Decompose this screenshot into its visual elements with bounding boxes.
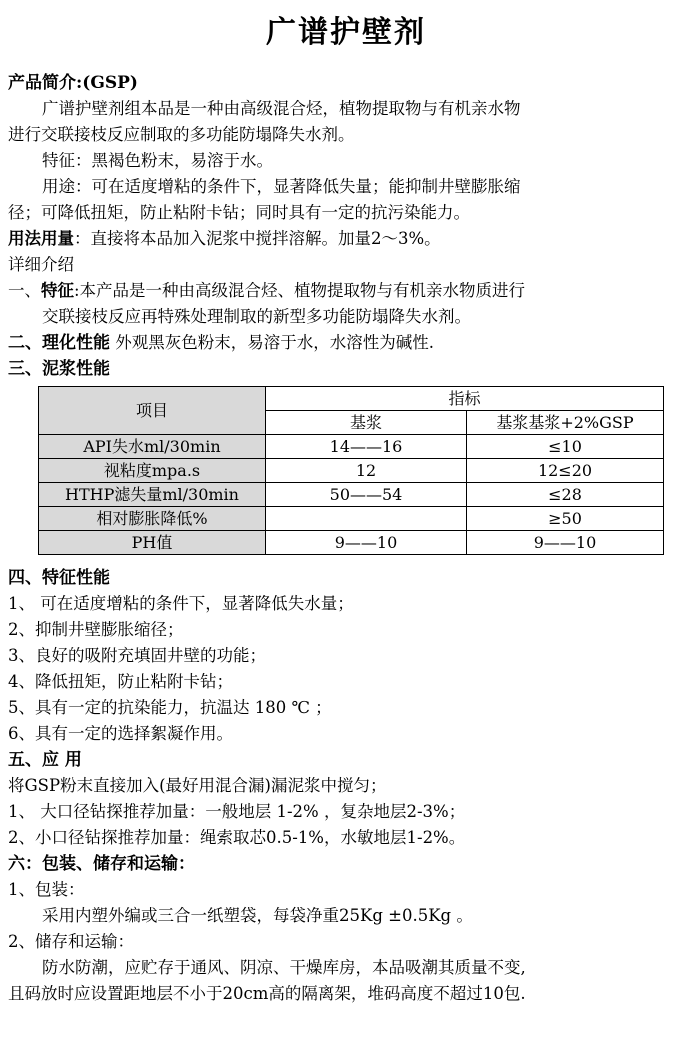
storage-text-line-2: 且码放时应设置距地层不小于20cm高的隔离架，堆码高度不超过10包. xyxy=(8,984,526,1003)
section-1-number: 一、 xyxy=(8,281,41,300)
application-line-2: 1、 大口径钻探推荐加量：一般地层 1-2% ，复杂地层2-3%； xyxy=(8,802,466,821)
dosage-text: ：直接将本品加入泥浆中搅拌溶解。加量2～3%。 xyxy=(74,229,441,248)
header-item: 项目 xyxy=(39,387,266,435)
table-row xyxy=(39,531,664,555)
intro-heading: 产品简介:(GSP) xyxy=(8,73,138,93)
row-gsp: 9——10 xyxy=(467,531,664,555)
intro-dosage xyxy=(8,226,684,252)
list-item: 6、具有一定的选择絮凝作用。 xyxy=(8,724,233,743)
list-item: 4、降低扭矩，防止粘附卡钻； xyxy=(8,672,233,691)
row-item: HTHP滤失量ml/30min xyxy=(39,483,266,507)
row-gsp: ≤10 xyxy=(467,435,664,459)
intro-feature: 特征：黑褐色粉末，易溶于水。 xyxy=(42,151,273,170)
list-item: 3、良好的吸附充填固井壁的功能； xyxy=(8,646,266,665)
intro-use-line-1: 用途：可在适度增粘的条件下，显著降低失量；能抑制井壁膨胀缩 xyxy=(42,177,521,196)
table-row xyxy=(39,435,664,459)
section-3-heading: 三、泥浆性能 xyxy=(8,359,110,379)
section-1-text: :本产品是一种由高级混合烃、植物提取物与有机亲水物质进行 xyxy=(74,281,526,300)
row-base: 9——10 xyxy=(266,531,467,555)
row-item: 相对膨胀降低% xyxy=(39,507,266,531)
header-base: 基浆 xyxy=(266,411,467,435)
row-base: 12 xyxy=(266,459,467,483)
mud-performance-table xyxy=(38,386,664,555)
intro-paragraph-line-2: 进行交联接枝反应制取的多功能防塌降失水剂。 xyxy=(8,125,355,144)
packaging-text: 采用内塑外编或三合一纸塑袋，每袋净重25Kg ±0.5Kg 。 xyxy=(42,906,473,925)
row-base: 50——54 xyxy=(266,483,467,507)
row-gsp: ≥50 xyxy=(467,507,664,531)
document-title: 广谱护壁剂 xyxy=(266,15,426,50)
storage-text-line-1: 防水防潮，应贮存于通风、阴凉、干燥库房，本品吸潮其质量不变, xyxy=(42,958,526,977)
row-item: 视粘度mpa.s xyxy=(39,459,266,483)
header-gsp: 基浆基浆+2%GSP xyxy=(467,411,664,435)
list-item: 5、具有一定的抗染能力，抗温达 180 ℃ ； xyxy=(8,698,332,717)
dosage-label: 用法用量 xyxy=(8,229,74,248)
row-gsp: 12≤20 xyxy=(467,459,664,483)
section-4-heading: 四、特征性能 xyxy=(8,568,110,588)
table-header-row xyxy=(39,387,664,411)
intro-use-line-2: 径；可降低扭矩，防止粘附卡钻；同时具有一定的抗污染能力。 xyxy=(8,203,470,222)
section-2-heading: 二、理化性能 xyxy=(8,333,110,353)
header-index: 指标 xyxy=(266,387,664,411)
document-page xyxy=(8,10,684,1007)
section-1-line-1 xyxy=(8,278,684,304)
storage-label: 2、储存和运输： xyxy=(8,932,134,951)
row-base: 14——16 xyxy=(266,435,467,459)
section-6-heading: 六：包装、储存和运输： xyxy=(8,854,195,874)
application-line-3: 2、小口径钻探推荐加量：绳索取芯0.5-1%，水敏地层1-2%。 xyxy=(8,828,466,847)
section-1-line-2: 交联接枝反应再特殊处理制取的新型多功能防塌降失水剂。 xyxy=(42,307,471,326)
row-item: API失水ml/30min xyxy=(39,435,266,459)
section-5-heading: 五、应 用 xyxy=(8,750,82,770)
row-base xyxy=(266,507,467,531)
intro-paragraph-line-1: 广谱护壁剂组本品是一种由高级混合烃，植物提取物与有机亲水物 xyxy=(42,99,521,118)
application-line-1: 将GSP粉末直接加入(最好用混合漏)漏泥浆中搅匀； xyxy=(8,776,387,795)
list-item: 2、抑制井壁膨胀缩径； xyxy=(8,620,184,639)
section-2 xyxy=(8,330,684,356)
row-gsp: ≤28 xyxy=(467,483,664,507)
table-row xyxy=(39,483,664,507)
list-item: 1、 可在适度增粘的条件下，显著降低失水量； xyxy=(8,594,354,613)
section-1-label: 特征 xyxy=(41,281,74,300)
table-row xyxy=(39,507,664,531)
section-2-text: 外观黑灰色粉末，易溶于水，水溶性为碱性. xyxy=(110,333,434,352)
row-item: PH值 xyxy=(39,531,266,555)
table-row xyxy=(39,459,664,483)
detail-heading: 详细介绍 xyxy=(8,255,74,274)
packaging-label: 1、包装： xyxy=(8,880,85,899)
